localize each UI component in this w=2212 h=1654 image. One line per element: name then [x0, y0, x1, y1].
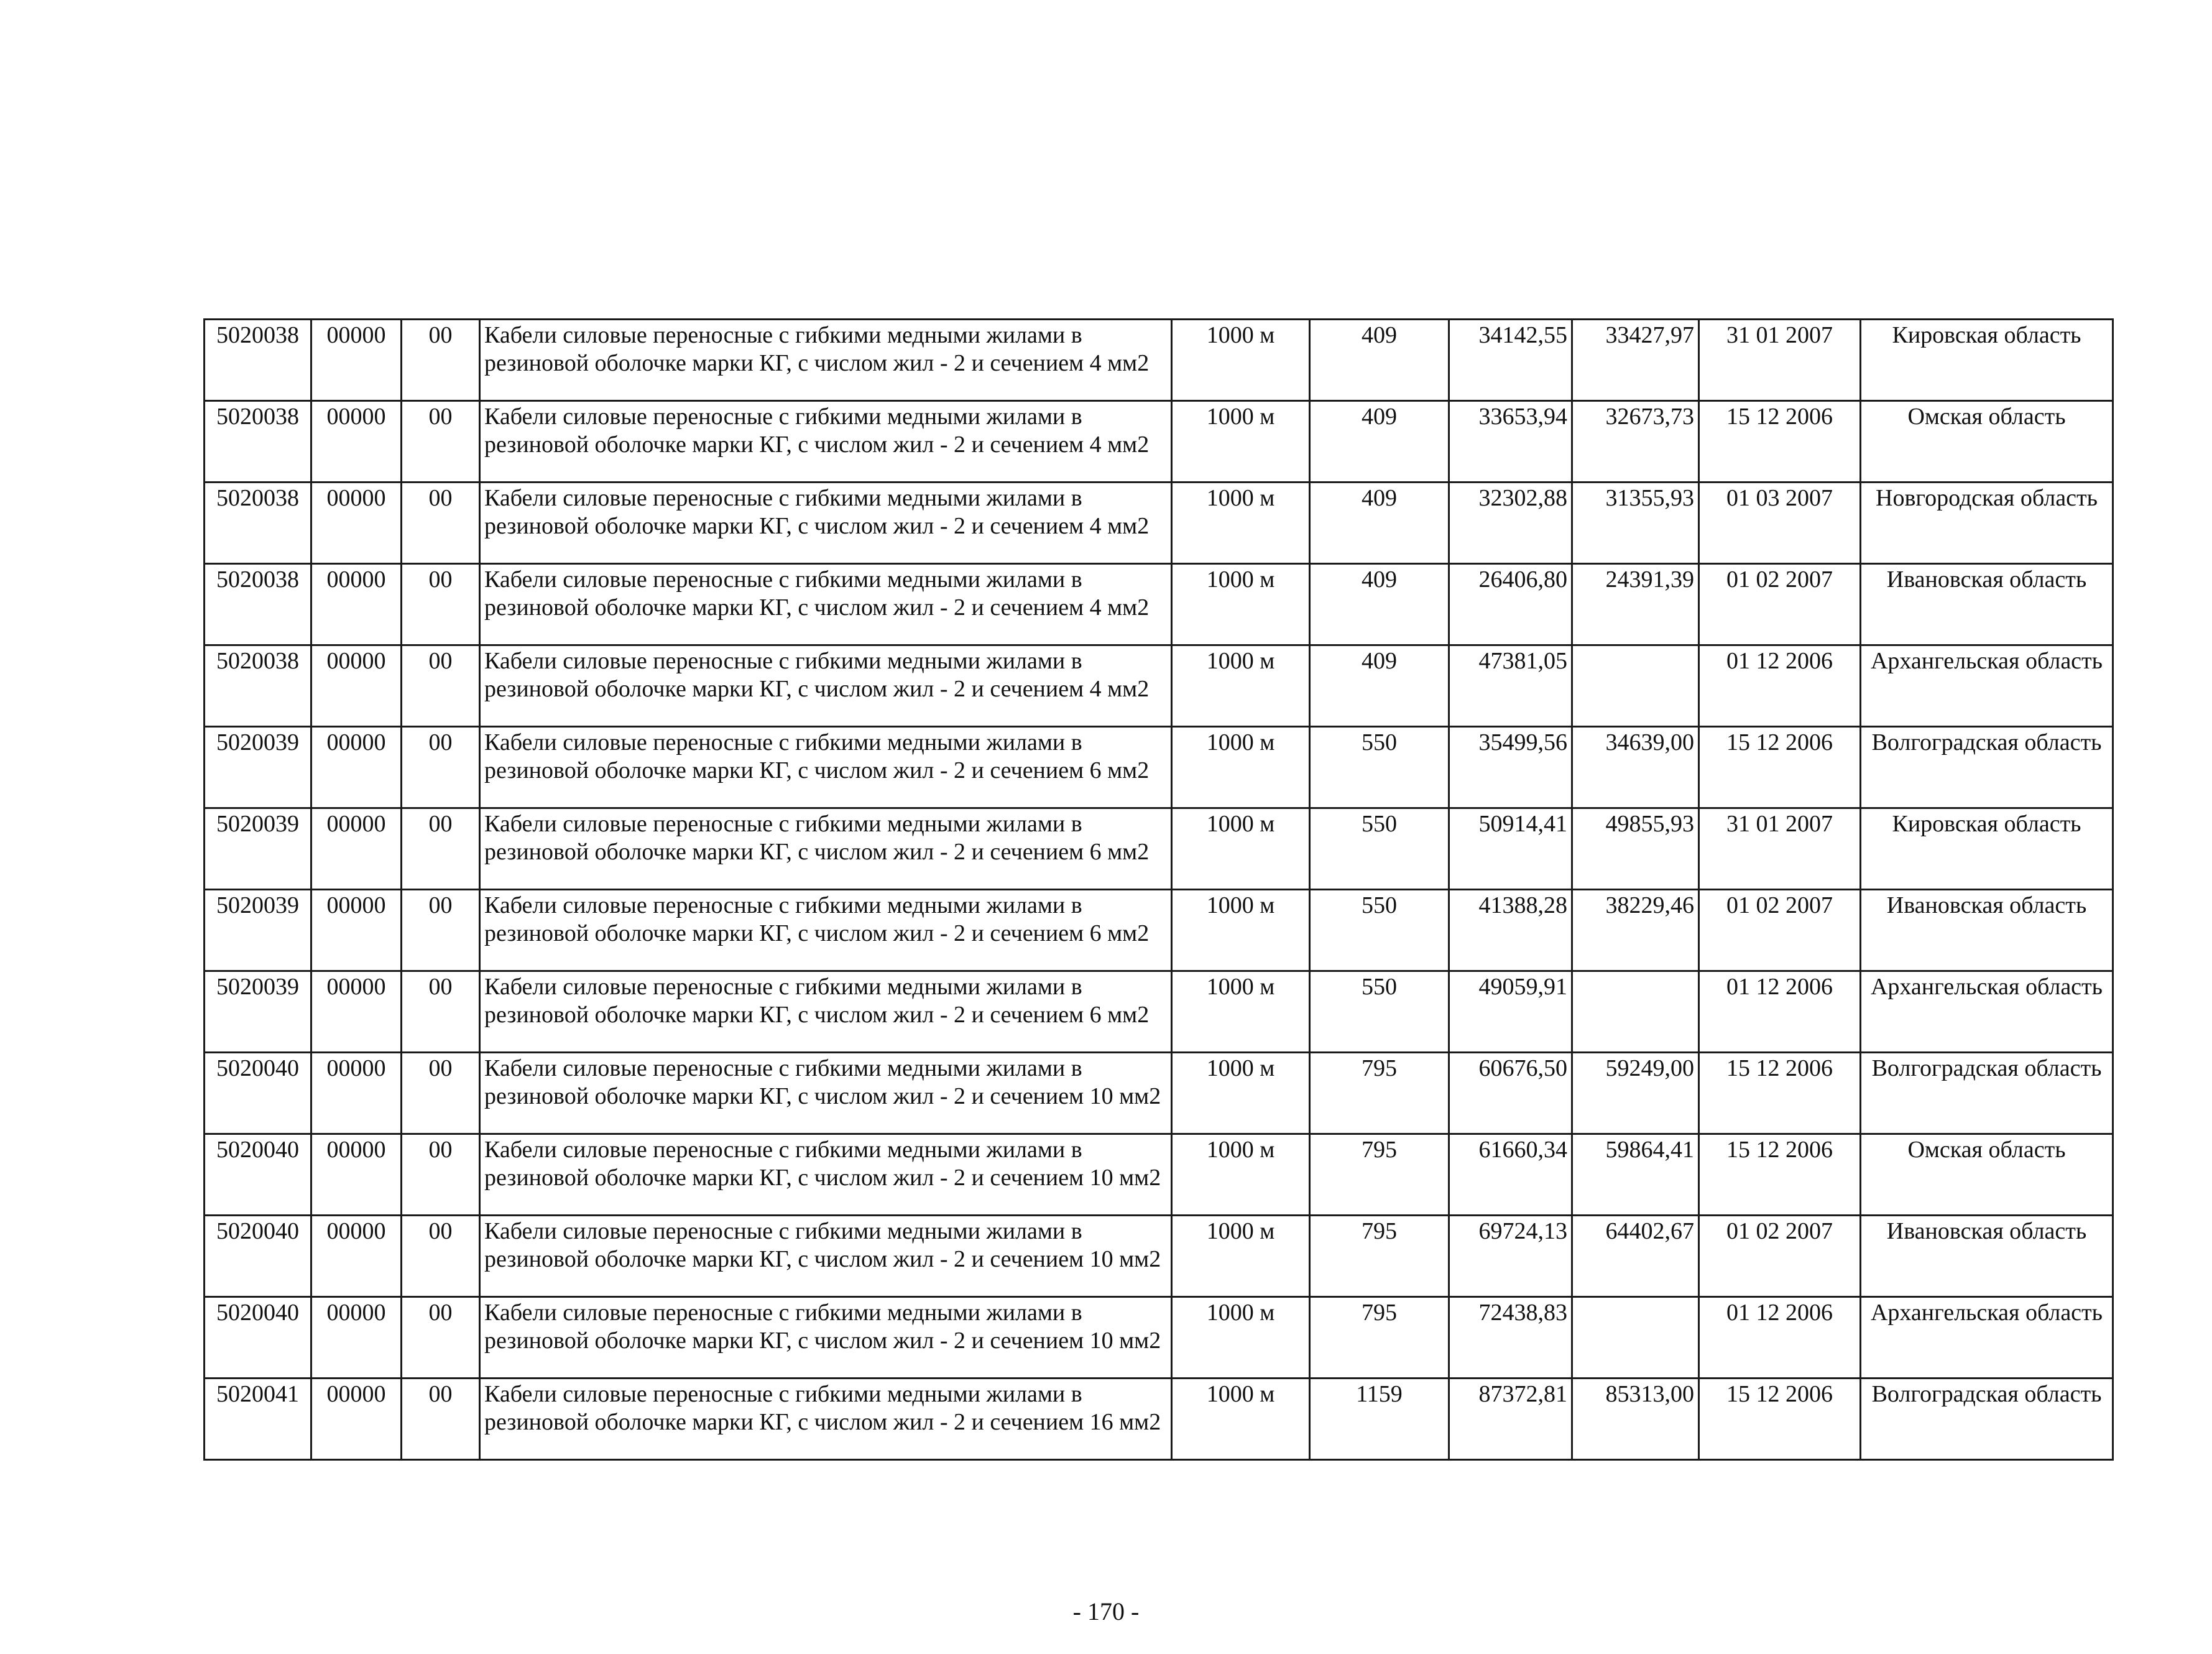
page-number: - 170 -	[1072, 1597, 1140, 1625]
unit-cell: 1000 м	[1172, 320, 1310, 401]
price-2-cell: 59864,41	[1572, 1134, 1699, 1216]
region-cell: Архангельская область	[1861, 1297, 2113, 1379]
item-code-cell: 5020040	[205, 1297, 311, 1379]
price-2-cell	[1572, 1297, 1699, 1379]
date-cell: 31 01 2007	[1699, 320, 1861, 401]
value-cell: 409	[1310, 645, 1449, 727]
unit-cell: 1000 м	[1172, 1297, 1310, 1379]
value-cell: 1159	[1310, 1379, 1449, 1460]
value-cell: 550	[1310, 727, 1449, 808]
region-cell: Ивановская область	[1861, 1216, 2113, 1297]
unit-cell: 1000 м	[1172, 1053, 1310, 1134]
value-cell: 795	[1310, 1053, 1449, 1134]
region-cell: Волгоградская область	[1861, 1379, 2113, 1460]
sub-code-cell: 00000	[311, 971, 402, 1053]
date-cell: 01 03 2007	[1699, 483, 1861, 564]
version-code-cell: 00	[402, 564, 480, 645]
price-2-cell: 33427,97	[1572, 320, 1699, 401]
table-row	[205, 320, 2113, 401]
date-cell: 01 02 2007	[1699, 564, 1861, 645]
price-table	[203, 318, 2114, 1461]
date-cell: 15 12 2006	[1699, 1134, 1861, 1216]
date-cell: 01 12 2006	[1699, 645, 1861, 727]
price-1-cell: 61660,34	[1449, 1134, 1572, 1216]
value-cell: 550	[1310, 808, 1449, 890]
date-cell: 15 12 2006	[1699, 1053, 1861, 1134]
region-cell: Омская область	[1861, 401, 2113, 483]
sub-code-cell: 00000	[311, 727, 402, 808]
description-cell: Кабели силовые переносные с гибкими медными жилами в резиновой оболочке марки КГ, с числом жил - 2 и сечением 4 мм2	[480, 645, 1172, 727]
price-1-cell: 47381,05	[1449, 645, 1572, 727]
version-code-cell: 00	[402, 1053, 480, 1134]
table-row	[205, 890, 2113, 971]
description-cell: Кабели силовые переносные с гибкими медными жилами в резиновой оболочке марки КГ, с числом жил - 2 и сечением 4 мм2	[480, 401, 1172, 483]
unit-cell: 1000 м	[1172, 645, 1310, 727]
unit-cell: 1000 м	[1172, 483, 1310, 564]
description-cell: Кабели силовые переносные с гибкими медными жилами в резиновой оболочке марки КГ, с числом жил - 2 и сечением 4 мм2	[480, 483, 1172, 564]
description-cell: Кабели силовые переносные с гибкими медными жилами в резиновой оболочке марки КГ, с числом жил - 2 и сечением 4 мм2	[480, 320, 1172, 401]
region-cell: Архангельская область	[1861, 645, 2113, 727]
price-2-cell	[1572, 645, 1699, 727]
region-cell: Омская область	[1861, 1134, 2113, 1216]
price-2-cell: 64402,67	[1572, 1216, 1699, 1297]
sub-code-cell: 00000	[311, 645, 402, 727]
region-cell: Кировская область	[1861, 320, 2113, 401]
table-row	[205, 1379, 2113, 1460]
item-code-cell: 5020040	[205, 1134, 311, 1216]
region-cell: Ивановская область	[1861, 564, 2113, 645]
description-cell: Кабели силовые переносные с гибкими медными жилами в резиновой оболочке марки КГ, с числом жил - 2 и сечением 10 мм2	[480, 1216, 1172, 1297]
unit-cell: 1000 м	[1172, 971, 1310, 1053]
date-cell: 01 12 2006	[1699, 971, 1861, 1053]
sub-code-cell: 00000	[311, 564, 402, 645]
unit-cell: 1000 м	[1172, 890, 1310, 971]
sub-code-cell: 00000	[311, 1134, 402, 1216]
date-cell: 01 12 2006	[1699, 1297, 1861, 1379]
sub-code-cell: 00000	[311, 1379, 402, 1460]
price-1-cell: 34142,55	[1449, 320, 1572, 401]
table-row	[205, 1297, 2113, 1379]
unit-cell: 1000 м	[1172, 401, 1310, 483]
date-cell: 15 12 2006	[1699, 1379, 1861, 1460]
date-cell: 31 01 2007	[1699, 808, 1861, 890]
description-cell: Кабели силовые переносные с гибкими медными жилами в резиновой оболочке марки КГ, с числом жил - 2 и сечением 10 мм2	[480, 1053, 1172, 1134]
price-1-cell: 26406,80	[1449, 564, 1572, 645]
version-code-cell: 00	[402, 1216, 480, 1297]
version-code-cell: 00	[402, 1379, 480, 1460]
price-2-cell: 85313,00	[1572, 1379, 1699, 1460]
sub-code-cell: 00000	[311, 320, 402, 401]
price-1-cell: 50914,41	[1449, 808, 1572, 890]
version-code-cell: 00	[402, 645, 480, 727]
item-code-cell: 5020040	[205, 1216, 311, 1297]
value-cell: 550	[1310, 971, 1449, 1053]
price-1-cell: 69724,13	[1449, 1216, 1572, 1297]
value-cell: 795	[1310, 1134, 1449, 1216]
price-2-cell: 38229,46	[1572, 890, 1699, 971]
item-code-cell: 5020038	[205, 645, 311, 727]
price-2-cell: 34639,00	[1572, 727, 1699, 808]
version-code-cell: 00	[402, 320, 480, 401]
table-row	[205, 401, 2113, 483]
item-code-cell: 5020038	[205, 320, 311, 401]
sub-code-cell: 00000	[311, 808, 402, 890]
table-body	[205, 320, 2113, 1460]
item-code-cell: 5020038	[205, 401, 311, 483]
item-code-cell: 5020039	[205, 971, 311, 1053]
date-cell: 01 02 2007	[1699, 890, 1861, 971]
version-code-cell: 00	[402, 401, 480, 483]
value-cell: 409	[1310, 320, 1449, 401]
sub-code-cell: 00000	[311, 890, 402, 971]
item-code-cell: 5020039	[205, 727, 311, 808]
version-code-cell: 00	[402, 808, 480, 890]
price-2-cell: 24391,39	[1572, 564, 1699, 645]
unit-cell: 1000 м	[1172, 727, 1310, 808]
version-code-cell: 00	[402, 727, 480, 808]
version-code-cell: 00	[402, 1134, 480, 1216]
sub-code-cell: 00000	[311, 1053, 402, 1134]
unit-cell: 1000 м	[1172, 1216, 1310, 1297]
unit-cell: 1000 м	[1172, 1379, 1310, 1460]
price-1-cell: 87372,81	[1449, 1379, 1572, 1460]
item-code-cell: 5020039	[205, 890, 311, 971]
version-code-cell: 00	[402, 483, 480, 564]
table-row	[205, 808, 2113, 890]
description-cell: Кабели силовые переносные с гибкими медными жилами в резиновой оболочке марки КГ, с числом жил - 2 и сечением 16 мм2	[480, 1379, 1172, 1460]
item-code-cell: 5020040	[205, 1053, 311, 1134]
date-cell: 15 12 2006	[1699, 727, 1861, 808]
region-cell: Архангельская область	[1861, 971, 2113, 1053]
unit-cell: 1000 м	[1172, 808, 1310, 890]
description-cell: Кабели силовые переносные с гибкими медными жилами в резиновой оболочке марки КГ, с числом жил - 2 и сечением 10 мм2	[480, 1134, 1172, 1216]
value-cell: 550	[1310, 890, 1449, 971]
sub-code-cell: 00000	[311, 483, 402, 564]
item-code-cell: 5020038	[205, 483, 311, 564]
price-1-cell: 33653,94	[1449, 401, 1572, 483]
table-row	[205, 483, 2113, 564]
description-cell: Кабели силовые переносные с гибкими медными жилами в резиновой оболочке марки КГ, с числом жил - 2 и сечением 6 мм2	[480, 971, 1172, 1053]
value-cell: 409	[1310, 483, 1449, 564]
version-code-cell: 00	[402, 890, 480, 971]
price-1-cell: 49059,91	[1449, 971, 1572, 1053]
table-row	[205, 1053, 2113, 1134]
value-cell: 795	[1310, 1297, 1449, 1379]
value-cell: 409	[1310, 564, 1449, 645]
sub-code-cell: 00000	[311, 1216, 402, 1297]
table-row	[205, 971, 2113, 1053]
value-cell: 795	[1310, 1216, 1449, 1297]
unit-cell: 1000 м	[1172, 1134, 1310, 1216]
price-1-cell: 60676,50	[1449, 1053, 1572, 1134]
price-2-cell: 59249,00	[1572, 1053, 1699, 1134]
table-row	[205, 645, 2113, 727]
price-1-cell: 41388,28	[1449, 890, 1572, 971]
version-code-cell: 00	[402, 1297, 480, 1379]
value-cell: 409	[1310, 401, 1449, 483]
price-2-cell: 31355,93	[1572, 483, 1699, 564]
unit-cell: 1000 м	[1172, 564, 1310, 645]
region-cell: Новгородская область	[1861, 483, 2113, 564]
region-cell: Волгоградская область	[1861, 727, 2113, 808]
price-1-cell: 72438,83	[1449, 1297, 1572, 1379]
price-2-cell: 49855,93	[1572, 808, 1699, 890]
sub-code-cell: 00000	[311, 401, 402, 483]
price-1-cell: 32302,88	[1449, 483, 1572, 564]
description-cell: Кабели силовые переносные с гибкими медными жилами в резиновой оболочке марки КГ, с числом жил - 2 и сечением 6 мм2	[480, 727, 1172, 808]
item-code-cell: 5020039	[205, 808, 311, 890]
description-cell: Кабели силовые переносные с гибкими медными жилами в резиновой оболочке марки КГ, с числом жил - 2 и сечением 10 мм2	[480, 1297, 1172, 1379]
table-row	[205, 1134, 2113, 1216]
item-code-cell: 5020041	[205, 1379, 311, 1460]
table-row	[205, 727, 2113, 808]
price-2-cell: 32673,73	[1572, 401, 1699, 483]
date-cell: 01 02 2007	[1699, 1216, 1861, 1297]
description-cell: Кабели силовые переносные с гибкими медными жилами в резиновой оболочке марки КГ, с числом жил - 2 и сечением 6 мм2	[480, 890, 1172, 971]
date-cell: 15 12 2006	[1699, 401, 1861, 483]
description-cell: Кабели силовые переносные с гибкими медными жилами в резиновой оболочке марки КГ, с числом жил - 2 и сечением 6 мм2	[480, 808, 1172, 890]
version-code-cell: 00	[402, 971, 480, 1053]
price-1-cell: 35499,56	[1449, 727, 1572, 808]
table-row	[205, 564, 2113, 645]
table-row	[205, 1216, 2113, 1297]
region-cell: Кировская область	[1861, 808, 2113, 890]
description-cell: Кабели силовые переносные с гибкими медными жилами в резиновой оболочке марки КГ, с числом жил - 2 и сечением 4 мм2	[480, 564, 1172, 645]
item-code-cell: 5020038	[205, 564, 311, 645]
price-2-cell	[1572, 971, 1699, 1053]
region-cell: Волгоградская область	[1861, 1053, 2113, 1134]
sub-code-cell: 00000	[311, 1297, 402, 1379]
region-cell: Ивановская область	[1861, 890, 2113, 971]
